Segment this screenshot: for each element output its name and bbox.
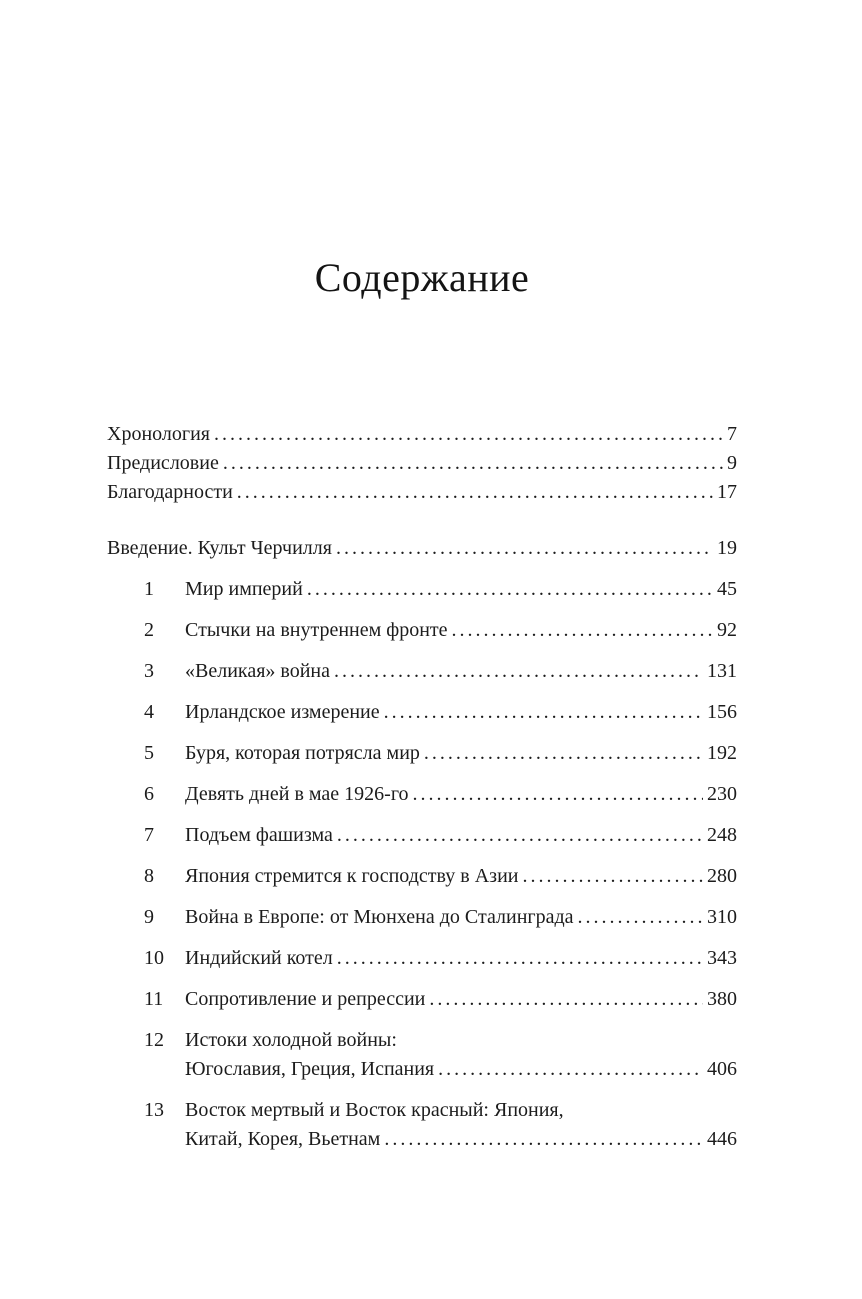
- dot-leader: [223, 449, 723, 478]
- toc-row: [107, 449, 737, 478]
- row-page: 131: [707, 660, 737, 682]
- toc-row-chapter: [107, 1026, 737, 1084]
- dot-leader: [336, 534, 713, 563]
- row-title: Подъем фашизма: [185, 824, 333, 846]
- row-page: 248: [707, 824, 737, 846]
- row-title: Мир империй: [185, 578, 303, 600]
- chapter-number: 1: [144, 578, 154, 600]
- toc-row-introduction: [107, 534, 737, 563]
- toc-page: [107, 0, 737, 1154]
- dot-leader: [384, 1125, 703, 1154]
- row-page: 7: [727, 423, 737, 445]
- toc-row-chapter: [107, 698, 737, 727]
- row-title: Ирландское измерение: [185, 701, 380, 723]
- dot-leader: [384, 698, 703, 727]
- toc-row-chapter: [107, 862, 737, 891]
- chapter-number: 9: [144, 906, 154, 928]
- dot-leader: [337, 821, 703, 850]
- chapter-number: 8: [144, 865, 154, 887]
- row-title-line2: Югославия, Греция, Испания: [185, 1058, 435, 1080]
- dot-leader: [424, 739, 703, 768]
- row-title: Буря, которая потрясла мир: [185, 742, 420, 764]
- dot-leader: [429, 985, 703, 1014]
- toc-row-chapter: [107, 575, 737, 604]
- dot-leader: [438, 1055, 703, 1084]
- row-page: 45: [717, 578, 737, 600]
- row-page: 406: [707, 1058, 737, 1080]
- row-page: 92: [717, 619, 737, 641]
- chapter-number: 10: [144, 947, 164, 969]
- toc-row: [107, 420, 737, 449]
- chapter-number: 5: [144, 742, 154, 764]
- dot-leader: [337, 944, 703, 973]
- row-title: «Великая» война: [185, 660, 330, 682]
- dot-leader: [214, 420, 723, 449]
- row-title: Предисловие: [107, 452, 219, 474]
- toc-row-chapter: [107, 1096, 737, 1154]
- toc-row: [107, 478, 737, 507]
- row-title: Индийский котел: [185, 947, 333, 969]
- toc-list: [107, 420, 737, 1154]
- chapter-title-lines: [185, 1096, 737, 1154]
- dot-leader: [452, 616, 713, 645]
- row-page: 9: [727, 452, 737, 474]
- toc-row-chapter: [107, 657, 737, 686]
- dot-leader: [578, 903, 703, 932]
- toc-row-chapter: [107, 616, 737, 645]
- toc-row-chapter: [107, 780, 737, 809]
- row-page: 156: [707, 701, 737, 723]
- row-page: 17: [717, 481, 737, 503]
- dot-leader: [334, 657, 703, 686]
- row-page: 310: [707, 906, 737, 928]
- row-page: 192: [707, 742, 737, 764]
- row-page: 446: [707, 1128, 737, 1150]
- row-title: Девять дней в мае 1926-го: [185, 783, 409, 805]
- dot-leader: [413, 780, 703, 809]
- row-page: 280: [707, 865, 737, 887]
- chapter-number: 6: [144, 783, 154, 805]
- chapter-number: 2: [144, 619, 154, 641]
- row-page: 19: [717, 537, 737, 559]
- toc-row-chapter: [107, 985, 737, 1014]
- chapter-number: 4: [144, 701, 154, 723]
- chapter-title-lines: [185, 1026, 737, 1084]
- row-page: 343: [707, 947, 737, 969]
- chapter-number: 3: [144, 660, 154, 682]
- toc-row-chapter: [107, 739, 737, 768]
- row-title: Сопротивление и репрессии: [185, 988, 426, 1010]
- chapter-number: 7: [144, 824, 154, 846]
- row-title: Япония стремится к господству в Азии: [185, 865, 519, 887]
- row-page: 230: [707, 783, 737, 805]
- chapter-number: 11: [144, 988, 164, 1010]
- chapter-number: 12: [144, 1029, 164, 1051]
- row-title: Стычки на внутреннем фронте: [185, 619, 448, 641]
- row-page: 380: [707, 988, 737, 1010]
- dot-leader: [307, 575, 713, 604]
- toc-row-chapter: [107, 903, 737, 932]
- dot-leader: [237, 478, 713, 507]
- row-title: Благодарности: [107, 481, 233, 503]
- row-title: Истоки холодной войны:: [185, 1029, 397, 1051]
- row-title-line2: Китай, Корея, Вьетнам: [185, 1128, 381, 1150]
- chapter-number: 13: [144, 1099, 164, 1121]
- page-title: Содержание: [314, 255, 530, 300]
- row-title: Война в Европе: от Мюнхена до Сталинграда: [185, 906, 574, 928]
- row-title: Хронология: [107, 423, 210, 445]
- row-title: Восток мертвый и Восток красный: Япония,: [185, 1099, 564, 1121]
- row-title: Введение. Культ Черчилля: [107, 537, 332, 559]
- toc-row-chapter: [107, 944, 737, 973]
- dot-leader: [522, 862, 703, 891]
- toc-row-chapter: [107, 821, 737, 850]
